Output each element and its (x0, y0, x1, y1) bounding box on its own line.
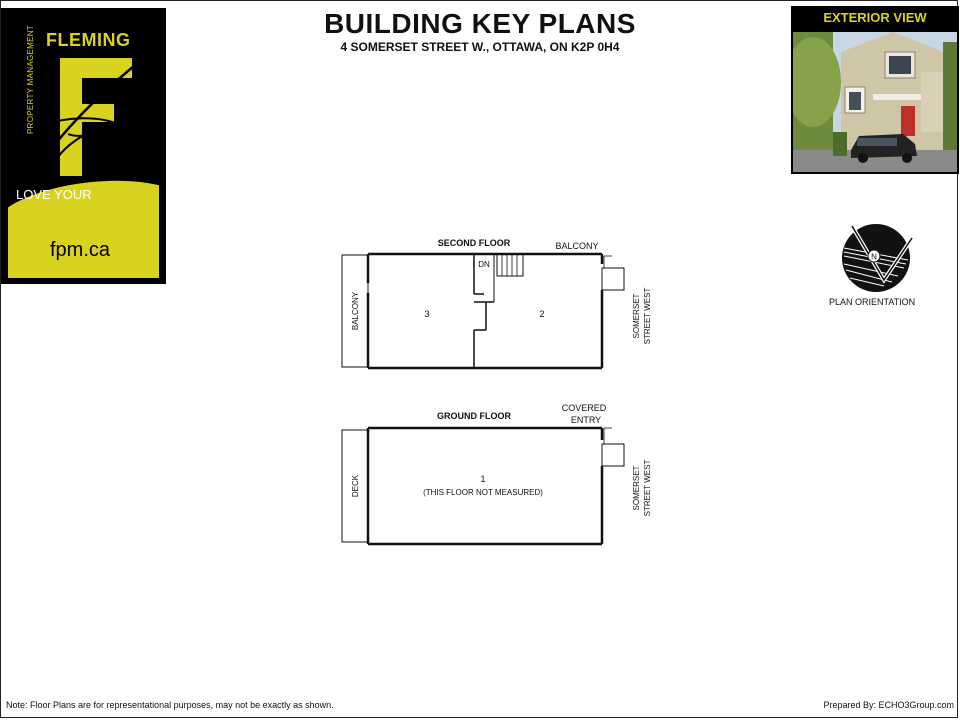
stair-down-label: DN (478, 260, 490, 269)
street-label-1: SOMERSET (632, 293, 641, 339)
room-3-label: 3 (424, 309, 430, 319)
exterior-view-label: EXTERIOR VIEW (823, 10, 927, 25)
logo-url: fpm.ca (50, 239, 111, 261)
logo-vertical-text: PROPERTY MANAGEMENT (26, 25, 35, 134)
second-floor-plan (342, 238, 652, 368)
ground-floor-title: GROUND FLOOR (437, 411, 511, 421)
plan-orientation-label: PLAN ORIENTATION (829, 297, 916, 307)
logo-brand: FLEMING (46, 30, 131, 50)
deck-label: DECK (351, 474, 360, 498)
balcony-left-label: BALCONY (351, 291, 360, 331)
footer-note: Note: Floor Plans are for representational purposes, may not be exactly as shown. (6, 700, 334, 710)
room-2-label: 2 (539, 309, 545, 319)
page-address: 4 SOMERSET STREET W., OTTAWA, ON K2P 0H4 (340, 40, 620, 54)
second-floor-title: SECOND FLOOR (437, 238, 511, 248)
room-1-label: 1 (480, 474, 486, 484)
room-1-note: (THIS FLOOR NOT MEASURED) (423, 488, 543, 497)
street-label-4: STREET WEST (643, 459, 652, 517)
covered-entry-label-2: ENTRY (570, 415, 602, 425)
north-label: N (871, 252, 877, 262)
ground-floor-plan (342, 403, 652, 544)
page-title: BUILDING KEY PLANS (324, 8, 636, 39)
street-label-3: SOMERSET (632, 465, 641, 511)
covered-entry-label-1: COVERED (561, 403, 607, 413)
footer-prepared-by: Prepared By: ECHO3Group.com (823, 700, 954, 710)
logo-tagline: LOVE YOUR SPACE (16, 187, 139, 202)
street-label-2: STREET WEST (643, 287, 652, 345)
balcony-right-label: BALCONY (555, 241, 599, 251)
